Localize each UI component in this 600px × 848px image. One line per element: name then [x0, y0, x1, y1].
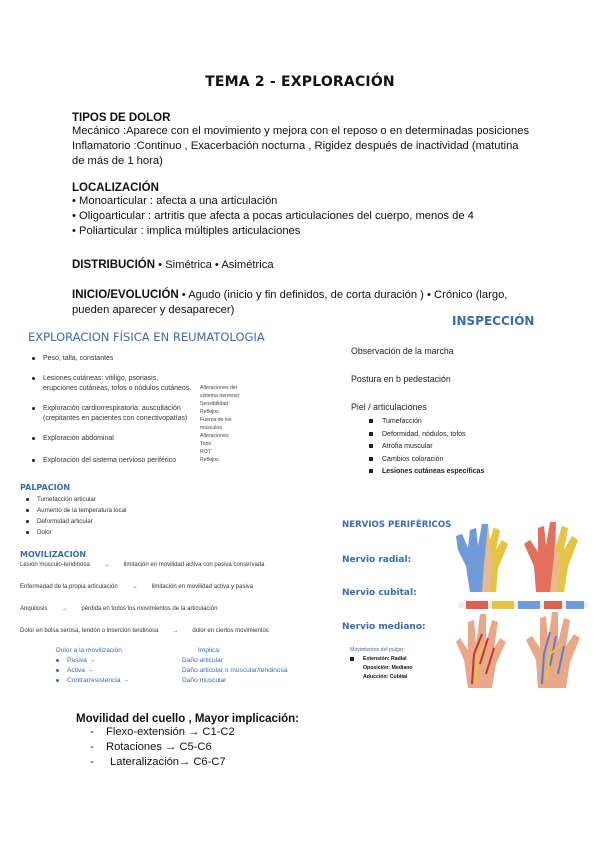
exploracion-item: Exploración abdominal: [43, 435, 114, 442]
movilizacion-rows: [20, 562, 340, 650]
inspeccion-line: Postura en b pedestación: [351, 374, 451, 384]
bullet-icon: [32, 459, 35, 462]
note-line: músculos: [200, 425, 222, 431]
inspeccion-section: [351, 346, 581, 479]
inicio-text: • Agudo (inicio y fin definidos, de corta duración ) • Crónico (largo,: [178, 289, 508, 301]
nervio-cubital-label: Nervio cubital:: [342, 588, 417, 598]
bullet-icon: [56, 679, 59, 682]
exploracion-note: [200, 384, 280, 464]
localizacion-section: [72, 182, 542, 239]
mov-row-right: limitación en movilidad activa con pasiva conservada: [123, 562, 265, 568]
palpacion-item: Tumefacción articular: [37, 496, 96, 503]
thumb-heading: Movimientos del pulgar:: [350, 647, 405, 653]
mov-row-right: pérdida en todos los movimientos de la articulación: [81, 606, 218, 612]
bullet-icon: [32, 377, 35, 380]
nervio-radial-label: Nervio radial:: [342, 555, 412, 565]
thumb-movements: [350, 646, 460, 682]
bullet-icon: [369, 444, 373, 448]
inspeccion-line: Observación de la marcha: [351, 346, 454, 356]
inspeccion-item: Cambios coloración: [382, 455, 444, 463]
distribucion-line: [72, 258, 542, 273]
inicio-text-cont: pueden aparecer y desaparecer): [72, 304, 235, 316]
exploracion-item: Exploración cardiorrespiratoria: auscultación (crepitantes en pacientes con conectivopatías): [43, 405, 188, 422]
nervio-mediano-label: Nervio mediano:: [342, 622, 426, 632]
mov-table-cell: Activa →: [67, 667, 94, 674]
note-line: ROT: [200, 449, 211, 455]
bullet-icon: [350, 657, 354, 661]
mov-table-head-left: Dolor a la movilización: [56, 647, 122, 654]
note-line: Alteraciones: [200, 433, 229, 439]
mov-table-cell: Daño articular o muscular/tendinosa: [182, 667, 288, 674]
inspeccion-item: Lesiones cutáneas específicas: [382, 468, 485, 475]
cuello-item: Rotaciones → C5-C6: [106, 741, 212, 753]
mov-row-right: dolor en ciertos movimientos: [192, 628, 269, 634]
right-hand-icon: [524, 522, 578, 592]
mov-table-cell: Contrarresistencia →: [67, 677, 129, 684]
bullet-icon: [56, 659, 59, 662]
arrow-icon: →: [172, 628, 179, 634]
bullet-icon: [26, 531, 29, 534]
arrow-icon: →: [103, 562, 110, 568]
inspeccion-item: Deformidad, nódulos, tofos: [382, 430, 466, 438]
bullet-icon: [369, 469, 373, 473]
hand-anatomy-image: [452, 604, 592, 690]
mov-row-left: Enfermedad de la propia articulación: [20, 584, 118, 590]
localizacion-heading: LOCALIZACIÓN: [72, 182, 159, 194]
bullet-icon: [369, 419, 373, 423]
localizacion-item: • Monoarticular : afecta a una articulación: [72, 195, 278, 207]
nervios-heading: NERVIOS PERIFÉRICOS: [342, 520, 452, 530]
palpacion-item: Deformidad articular: [37, 518, 93, 525]
bullet-icon: [32, 357, 35, 360]
tipos-line-mecanico: Mecánico :Aparece con el movimiento y mejora con el reposo o en determinadas posiciones: [72, 125, 530, 137]
inspeccion-item: Tumefacción: [382, 418, 422, 425]
cuello-item: Lateralización→ C6-C7: [110, 756, 226, 768]
localizacion-item: • Poliarticular : implica múltiples articulaciones: [72, 225, 301, 237]
tipos-line-inflamatorio: Inflamatorio :Continuo , Exacerbación nocturna , Rigidez después de inactividad (matutina: [72, 140, 519, 152]
bullet-icon: [56, 669, 59, 672]
note-line: sistema nervioso:: [200, 393, 241, 399]
dash-icon: -: [90, 741, 94, 753]
dash-icon: -: [90, 756, 94, 768]
mov-row-left: Anquilosis: [20, 606, 48, 612]
note-line: Alteraciones del: [200, 385, 237, 391]
exploracion-heading: EXPLORACION FÍSICA EN REUMATOLOGIA: [28, 330, 265, 344]
dash-icon: -: [90, 726, 94, 738]
movilizacion-heading: MOVILIZACIÓN: [20, 550, 87, 559]
arrow-icon: →: [131, 584, 138, 590]
exploracion-item: Peso, talla, constantes: [43, 355, 114, 362]
mov-table-right: [182, 646, 332, 686]
inspeccion-heading: INSPECCIÓN: [452, 314, 535, 328]
left-hand-icon: [456, 524, 508, 592]
bullet-icon: [369, 432, 373, 436]
palpacion-item: Aumento de la temperatura local: [37, 507, 127, 514]
bullet-icon: [26, 509, 29, 512]
mov-table-cell: Pasiva →: [67, 657, 96, 664]
hands-nerve-map-image: [452, 516, 590, 594]
cuello-heading: Movilidad del cuello , Mayor implicación:: [76, 713, 300, 725]
bullet-icon: [26, 520, 29, 523]
palpacion-item: Dolor: [37, 529, 52, 536]
mov-table-left: [56, 646, 186, 686]
mov-row-left: Lesión músculo-tendinosa: [20, 562, 90, 568]
tipos-section: [72, 112, 542, 169]
thumb-item: Oposición: Mediano: [363, 665, 413, 671]
mov-table-cell: Daño muscular: [182, 677, 227, 684]
mov-table-cell: Daño articular: [182, 657, 224, 664]
inspeccion-item: Atrofia muscular: [382, 443, 433, 450]
note-line: Sensibilidad: [200, 401, 228, 407]
cuello-section: [76, 713, 376, 770]
bullet-icon: [369, 457, 373, 461]
note-line: Fuerza de los: [200, 417, 232, 423]
bullet-icon: [32, 407, 35, 410]
distribucion-heading: DISTRIBUCIÓN: [72, 259, 156, 271]
exploracion-item: Exploración del sistema nervioso periférico: [43, 457, 177, 464]
note-line: Reflejos: [200, 457, 219, 463]
anatomy-hand-left-icon: [456, 614, 506, 688]
mov-row-right: limitación en movilidad activa y pasiva: [151, 584, 254, 590]
thumb-item: Aducción: Cubital: [363, 674, 408, 680]
inicio-heading: INICIO/EVOLUCIÓN: [72, 289, 179, 301]
thumb-item: Extensión: Radial: [363, 656, 407, 662]
palpacion-heading: PALPACIÓN: [20, 483, 71, 492]
mov-row-left: Dolor en bolsa serosa, tendón o inserción tendinosa: [20, 628, 159, 634]
note-line: Tono: [200, 441, 212, 447]
localizacion-item: • Oligoarticular : artritis que afecta a pocas articulaciones del cuerpo, menos de 4: [72, 210, 474, 222]
exploracion-list: [32, 354, 192, 466]
palpacion-list: [26, 494, 126, 538]
page-title: TEMA 2 - EXPLORACIÓN: [205, 74, 395, 90]
exploracion-item: Lesiones cutáneas: vitiligo, psoriasis, erupciones cutáneas, tofos o nódulos cutáneos.: [43, 375, 192, 392]
distribucion-text: • Simétrica • Asimétrica: [155, 259, 274, 271]
mov-table-head-right: Implica:: [198, 647, 221, 654]
inspeccion-line: Piel / articulaciones: [351, 402, 427, 412]
bullet-icon: [32, 437, 35, 440]
arrow-icon: →: [61, 606, 68, 612]
cuello-item: Flexo-extensión → C1-C2: [106, 726, 235, 738]
tipos-heading: TIPOS DE DOLOR: [72, 112, 171, 124]
note-line: Reflejos: [200, 409, 219, 415]
tipos-line-matutina: de más de 1 hora): [72, 155, 163, 167]
bullet-icon: [26, 498, 29, 501]
anatomy-hand-right-icon: [526, 612, 580, 688]
